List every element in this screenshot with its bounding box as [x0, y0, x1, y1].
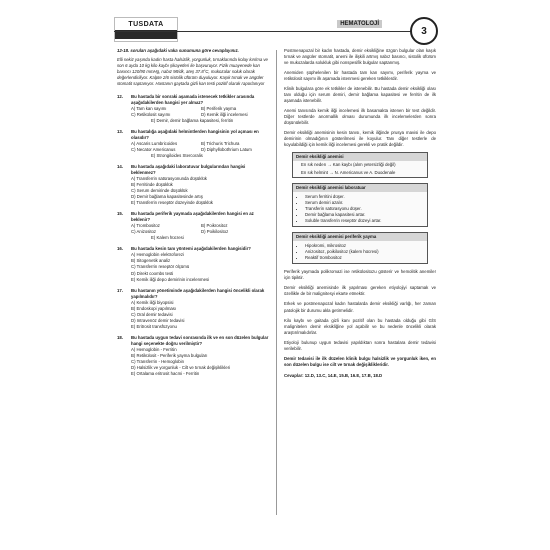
column-divider: [276, 50, 277, 515]
question-16: [117, 246, 271, 282]
right-column: [284, 48, 436, 379]
answer-option: E) Eritrosit transfüzyonu: [131, 323, 177, 329]
case-heading: 12-18. soruları aşağıdaki vaka sunumuna göre cevaplayınız.: [117, 48, 239, 53]
page-number: 3: [410, 17, 438, 45]
box-item: • Demir bağlama kapasitesi artar.: [305, 212, 423, 218]
explanation-paragraph: Erkek ve postmenapozal kadın hastalarda demir eksikliği varlığı, her zaman patolojik bir durumu akla getirmelidir.: [284, 301, 436, 313]
answer-option: D) Diphyllobothrium Latum: [201, 147, 252, 153]
explanation-paragraph: Etiyoloji bulunup uygun tedavisi yapıldıktan sonra hastalara demir tedavisi verilebilir.: [284, 339, 436, 351]
answer-option: B) Endoskopi yapılması: [131, 305, 177, 311]
question-18: [117, 335, 271, 377]
answer-option: D) Intravenöz demir tedavisi: [131, 317, 185, 323]
explanation-paragraph: Demir tedavisi ile ilk düzelen klinik bulgu halsizlik ve yorgunluk iken, en son düzelen bulgu ise cilt ve tırnak değişiklikleridir.: [284, 355, 436, 367]
box-item: • Serum demiri azalır.: [305, 200, 423, 206]
box-item: • Reaktif trombositoz: [305, 255, 423, 261]
question-stem: Bu hastada bir sonraki aşamada istenecek tetkikler arasında aşağıdakilerden hangisi yer almaz?: [131, 94, 255, 106]
answer-option: A) Transferrin satürasyonunda düşüklük: [131, 176, 207, 182]
answer-options: [117, 300, 271, 330]
answer-options: [117, 176, 271, 206]
answer-option: A) Hemoglobin - Ferritin: [131, 346, 177, 352]
question-stem: Bu hastada uygun tedavi sonrasında ilk ve en son düzelen bulgular hangi seçenekte doğru verilmiştir?: [131, 334, 269, 346]
question-stem: Bu hastada periferik yaymada aşağıdakilerden hangisi en az beklenir?: [131, 211, 254, 223]
answer-option: E) Demir, demir bağlama kapasitesi, ferritin: [151, 118, 234, 124]
answer-option: C) Retikülosit sayımı: [131, 112, 171, 118]
answer-option: D) Halsizlik ve yorgunluk - Cilt ve tırnak değişiklikleri: [131, 364, 231, 370]
question-number: 16.: [117, 246, 123, 252]
explanation-paragraph: Periferik yaymada polikromazi ise retikülositozu gösterir ve hemolitik anemiler için tipiktir.: [284, 269, 436, 281]
answer-option: D) Demir bağlama kapasitesinde artış: [131, 194, 203, 200]
question-17: [117, 288, 271, 330]
answer-option: B) Periferik yayma: [201, 106, 237, 112]
answer-option: D) Kemik iliği incelemesi: [201, 112, 248, 118]
box-title: Demir eksikliği anemisi laboratuar: [293, 184, 427, 192]
answer-option: C) Oral demir tedavisi: [131, 311, 173, 317]
box-item: • Soluble transferrin reseptör düzeyi artar.: [305, 218, 423, 224]
logo-text: TUSDATA: [128, 20, 164, 28]
answer-option: A) Tam kan sayımı: [131, 106, 167, 112]
answer-option: E) Ortalama eritrosit hacmi - Ferritin: [131, 370, 200, 376]
box-title: Demir eksikliği anemisi: [293, 153, 427, 161]
answer-option: C) Anizositoz: [131, 229, 157, 235]
answer-key: Cevaplar: 12.D, 13.C, 14.E, 15.B, 16.E, 17.B, 18.D: [284, 372, 383, 378]
answer-option: C) Transferrin - Hemoglobin: [131, 358, 185, 364]
explanation-paragraph: Postmenapozal bir kadın hastada, demir eksikliğine özgün bulgular olan kaşık tırnak ve angüler stomatit, anemi ile ilişkili artmış nabız basıncı, sistolik üfürüm ve mukozalarda solukluk gibi nonspesifik bulgular saptanmış.: [284, 48, 436, 66]
answer-option: B) Sitogenetik analiz: [131, 258, 171, 264]
explanation-paragraph: Kilo kaybı ve gaitada gizli kanı pozitif olan bu hastada olduğu gibi GİS malignitelerı demir eksikliğine yol açabilir ve bu nedenle öncelikli olarak araştırılmalıdırlar.: [284, 317, 436, 335]
box-item: • Hipokromi, mikrositoz: [305, 243, 423, 249]
case-presentation: Elli sekiz yaşında kadın hasta halsizlik, yorgunluk, tırnaklarında kolay kırılma ve son 6 ayda 10 kg kilo kaybı şikayetleri ile başvuruyor. Fizik muayenede kan basıncı 120/90 mmHg, nabız 98/dk, ateş 37.8°C, mukozalar soluk olarak değerlendiriliyor. Kalpte 2/6 sistolik üfürüm duyuluyor. Kaşık tırnak ve angüler stomatit saptanıyor. Hastanın gaytada gizli kan testi pozitif olarak raporlanıyor: [117, 57, 268, 87]
question-stem: Bu hastanın yönetiminde aşağıdakilerden hangisi öncelikli olarak yapılmalıdır?: [131, 287, 265, 299]
question-list: [117, 94, 271, 377]
answer-option: C) Necator Americanus: [131, 147, 176, 153]
question-number: 12.: [117, 94, 123, 100]
question-stem: Bu hastalığa aşağıdaki helmintlerden hangisinin yol açması en olasıdır?: [131, 129, 259, 141]
answer-option: B) Ferritinde düşüklük: [131, 182, 173, 188]
info-box-smear: [292, 232, 428, 264]
box-item: • Anizositoz, poikilositoz (kalem hücresi): [305, 249, 423, 255]
explanation-paragraph: Klinik bulgulara göre ek tetkikler de istenebilir. Bu hastada demir eksikliği olası tanı olduğu için serum demiri, demir bağlama kapasitesi ve ferritin de ilk aşamada istenebilir.: [284, 86, 436, 104]
answer-option: A) Trombositoz: [131, 223, 160, 229]
question-15: [117, 211, 271, 241]
answer-options: [117, 252, 271, 282]
explanation-paragraph: Demir eksikliği anemisinin kesin tanısı, kemik iliğinde prusya mavisi ile depo demirinin olmadığının gösterilmesi ile koyulur. Tanı diğer testlerle de koyulabildiği için kemik iliği incelemesi gerekli ve pratik değildir.: [284, 130, 436, 148]
box-item: • Serum ferritini düşer.: [305, 194, 423, 200]
box-row: En sık helmint → N. Americanus ve A. Duodenale: [301, 170, 396, 176]
info-box-lab: [292, 183, 428, 227]
answer-option: B) Poikrositoz: [201, 223, 228, 229]
tusdata-logo: [114, 17, 178, 42]
answer-options: [117, 141, 271, 159]
explanation-paragraph: Anemi tanısında kemik iliği incelemesi ilk basamakta istenen bir test değildir. Diğer testlerde anormallik olması durumunda ilk incelemelerden sonra düşünülebilir.: [284, 108, 436, 126]
answer-option: A) Ascaris Lumbricoides: [131, 141, 178, 147]
box-title: Demir eksikliği anemisi periferik yayma: [293, 233, 427, 241]
answer-option: B) Trichuris Trichura: [201, 141, 240, 147]
answer-options: [117, 347, 271, 377]
box-item: • Transferin satürasyonu düşer.: [305, 206, 423, 212]
question-number: 17.: [117, 287, 123, 293]
answer-option: A) Kemik iliği biyopsisi: [131, 299, 174, 305]
explanation-paragraph: Anemiden şüphelenilen bir hastada tam kan sayımı, periferik yayma ve retikülosit sayımı ilk aşamada istenmesi gereken tetkiklerdir.: [284, 70, 436, 82]
box-row: En sık neden → Kan kaybı (alım yetersizliği değil): [301, 162, 396, 168]
answer-option: C) Transferrin reseptör ölçümü: [131, 264, 190, 270]
answer-option: A) Hemoglobin elektroforezi: [131, 252, 185, 258]
explanation-paragraph: Demir eksikliği anemisinde ilk yapılması gereken etiyolojiyi saptamak ve özellikle de bir malignitesyi ekarte etmektir.: [284, 285, 436, 297]
info-box-cause: [292, 152, 428, 178]
answer-options: [117, 106, 271, 124]
question-number: 14.: [117, 164, 123, 170]
question-13: [117, 129, 271, 159]
section-title: HEMATOLOJİ: [330, 21, 382, 33]
answer-option: E) Strongiloides Stercoralis: [151, 153, 203, 159]
answer-option: E) Kemik iliği depo demirinin incelenmesi: [131, 276, 210, 282]
left-column: [117, 48, 271, 382]
question-12: [117, 94, 271, 124]
answer-option: C) Serum demirinde düşüklük: [131, 188, 188, 194]
question-stem: Bu hastada kesin tanı yöntemi aşağıdakilerden hangisidir?: [131, 246, 251, 252]
answer-option: E) Transferrin reseptör düzeyinde düşüklük: [131, 200, 213, 206]
answer-option: B) Retikülosit - Periferik yayma bulguları: [131, 352, 208, 358]
answer-option: D) Direkt coombs testi: [131, 270, 174, 276]
question-14: [117, 164, 271, 206]
question-number: 18.: [117, 334, 123, 340]
question-number: 13.: [117, 129, 123, 135]
answer-option: D) Poikilositoz: [201, 229, 229, 235]
answer-option: E) Kalem hücresi: [151, 235, 184, 241]
question-stem: Bu hastada aşağıdaki laboratuvar bulgularından hangisi beklenmez?: [131, 164, 246, 176]
answer-options: [117, 223, 271, 241]
question-number: 15.: [117, 211, 123, 217]
